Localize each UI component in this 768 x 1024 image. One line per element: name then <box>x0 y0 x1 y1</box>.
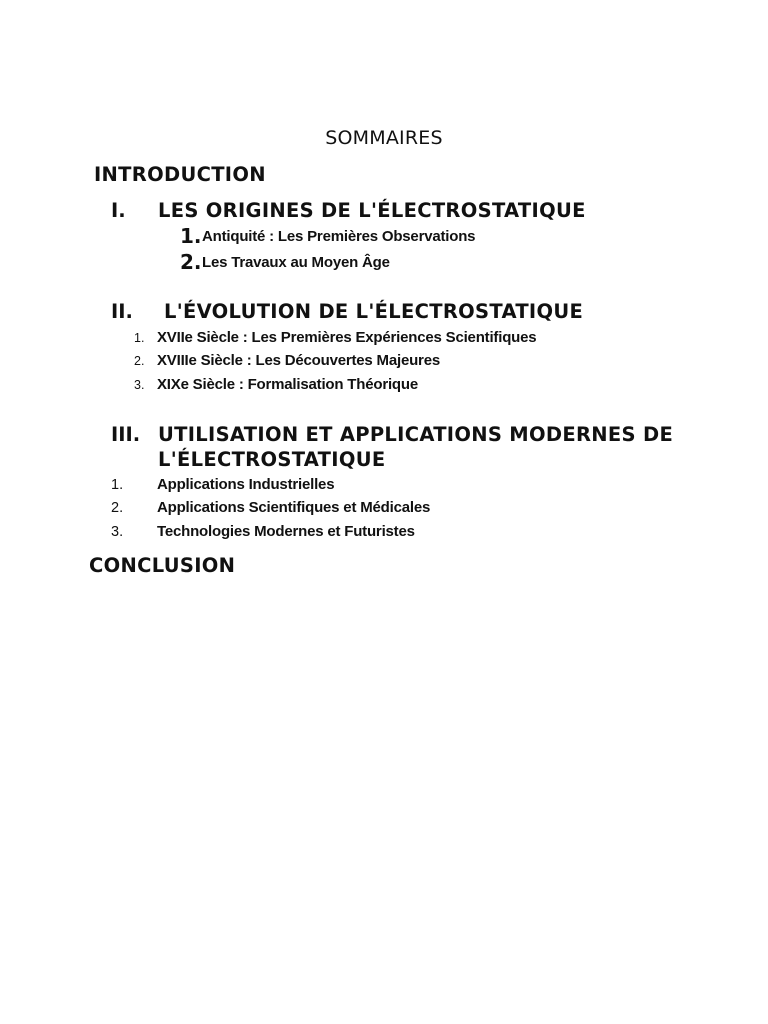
section-2-item-2-number: 2. <box>134 354 145 368</box>
section-3-item-2-number: 2. <box>111 500 124 516</box>
section-2-item-3-number: 3. <box>134 378 145 392</box>
section-3-item-3-number: 3. <box>111 524 124 540</box>
section-1-item-1-number: 1. <box>180 224 202 248</box>
section-3-heading-line-2: L'ÉLECTROSTATIQUE <box>158 448 386 471</box>
introduction-heading: INTRODUCTION <box>94 163 266 186</box>
section-2-item-1-label: XVIIe Siècle : Les Premières Expériences Scientifiques <box>157 329 537 346</box>
page-title: SOMMAIRES <box>325 127 443 149</box>
section-1-item-1-label: Antiquité : Les Premières Observations <box>202 228 476 245</box>
section-1-item-2-label: Les Travaux au Moyen Âge <box>202 254 390 271</box>
conclusion-heading: CONCLUSION <box>89 554 236 577</box>
section-1-heading: LES ORIGINES DE L'ÉLECTROSTATIQUE <box>158 199 586 222</box>
section-1-item-2-number: 2. <box>180 250 202 274</box>
section-2-item-3-label: XIXe Siècle : Formalisation Théorique <box>157 376 419 393</box>
section-3-numeral: III. <box>111 423 141 446</box>
section-3-item-1-number: 1. <box>111 477 124 493</box>
section-2-item-1-number: 1. <box>134 331 145 345</box>
section-3-item-3-label: Technologies Modernes et Futuristes <box>157 523 415 540</box>
section-1-numeral: I. <box>111 199 126 222</box>
section-3-item-1-label: Applications Industrielles <box>157 476 335 493</box>
section-3-heading-line-1: UTILISATION ET APPLICATIONS MODERNES DE <box>158 423 674 446</box>
section-2-numeral: II. <box>111 300 133 323</box>
section-3-item-2-label: Applications Scientifiques et Médicales <box>157 499 431 516</box>
section-2-item-2-label: XVIIIe Siècle : Les Découvertes Majeures <box>157 352 440 369</box>
section-2-heading: L'ÉVOLUTION DE L'ÉLECTROSTATIQUE <box>164 300 584 323</box>
